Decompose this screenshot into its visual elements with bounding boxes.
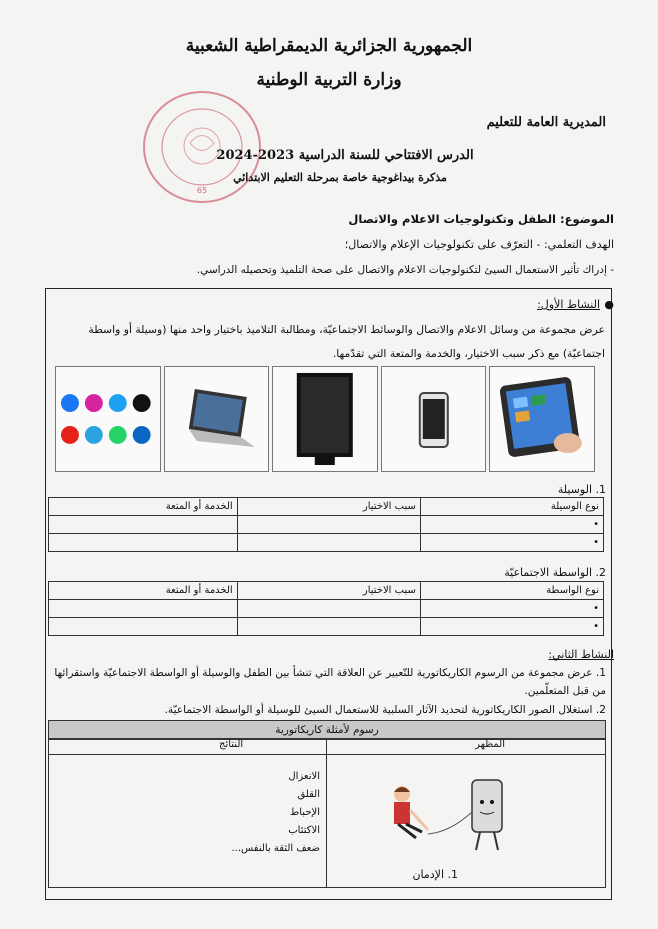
goal-item-2: - إدراك تأثير الاستعمال السيئ لتكنولوجيات الاعلام والاتصال على صحة التلميذ وتحصيله الدراسي.	[196, 264, 614, 276]
section1-title: 1. الوسيلة	[557, 483, 606, 496]
table-header-row	[49, 582, 604, 600]
tv-image	[272, 366, 378, 472]
activity2-item-2: 2. استغلال الصور الكاريكاتورية لتحديد الآثار السلبية للاستعمال السيئ للوسيلة أو الواسطة الاجتماعيّة.	[164, 704, 606, 716]
header-type: نوع الوسيلة	[420, 498, 603, 516]
laptop-image	[164, 366, 270, 472]
topic-line	[348, 212, 614, 226]
section1-table	[48, 497, 604, 552]
lesson-title: الدرس الافتتاحي للسنة الدراسية 2023-2024	[216, 148, 474, 163]
col-appearance: المظهر	[475, 739, 505, 750]
social-icons-image	[55, 366, 161, 472]
cartoon-label: 1. الإدمان	[412, 868, 458, 881]
activity1-title: النشاط الأول:	[537, 298, 600, 311]
header-service: الخدمة أو المتعة	[49, 582, 238, 600]
header-reason: سبب الاختيار	[237, 582, 420, 600]
cartoons-table	[48, 738, 606, 888]
table-row: •	[49, 534, 604, 552]
ministry-title: وزارة التربية الوطنية	[256, 70, 402, 90]
activity1-text: عرض مجموعة من وسائل الاعلام والاتصال والوسائط الاجتماعيّة، ومطالبة التلاميذ باختيار واحد منها (وسيلة أو واسطة اجتماعيّة) مع ذكر سبب الاختيار، والخدمة والمتعة التي تقدّمها.	[88, 323, 605, 360]
tablet-image	[489, 366, 595, 472]
republic-title: الجمهورية الجزائرية الديمقراطية الشعبية	[185, 36, 473, 56]
header-reason: سبب الاختيار	[237, 498, 420, 516]
addiction-cartoon	[380, 772, 520, 862]
smartphone-image	[381, 366, 487, 472]
list-item: الاكتئاب	[288, 825, 320, 836]
goal-item-1: - التعرّف على تكنولوجيات الإعلام والاتصال؛	[344, 238, 541, 251]
goal-line	[345, 238, 614, 251]
table-row: •	[49, 600, 604, 618]
svg-text:65: 65	[196, 186, 208, 195]
cartoons-header-row	[49, 739, 605, 755]
table-header-row	[49, 498, 604, 516]
list-item: القلق	[297, 789, 320, 800]
header-service: الخدمة أو المتعة	[49, 498, 238, 516]
directorate-title: المديرية العامة للتعليم	[486, 115, 606, 130]
activity2-title: النشاط الثاني:	[548, 648, 614, 661]
results-list	[210, 768, 320, 858]
goal-label: الهدف التعلمي:	[543, 238, 614, 251]
list-item: الإحباط	[290, 807, 320, 818]
bullet: ●	[604, 298, 614, 311]
topic-value: الطفل وتكنولوجيات الاعلام والاتصال	[348, 212, 557, 226]
list-item: الانعزال	[288, 771, 320, 782]
ministry-stamp	[140, 88, 264, 206]
topic-label: الموضوع:	[560, 212, 614, 226]
activity2-item-1: 1. عرض مجموعة من الرسوم الكاريكاتورية للتّعبير عن العلاقة التي تنشأ بين الطفل والوسيلة أو الواسطة الاجتماعيّة واستقرائها من قبل المتعلّمين.	[54, 667, 606, 697]
table-row: •	[49, 618, 604, 636]
section2-title: 2. الواسطة الاجتماعيّة	[504, 566, 606, 579]
cartoons-title: رسوم لأمثلة كاريكاتورية	[48, 720, 606, 740]
media-images-row	[55, 366, 595, 472]
memo-subtitle: مذكرة بيداغوجية خاصة بمرحلة التعليم الابتدائي	[233, 171, 447, 184]
header-type: نوع الواسطة	[420, 582, 603, 600]
section2-table	[48, 581, 604, 636]
list-item: ضعف الثقة بالنفس...	[231, 843, 320, 854]
table-row: •	[49, 516, 604, 534]
col-results: النتائج	[219, 739, 244, 750]
